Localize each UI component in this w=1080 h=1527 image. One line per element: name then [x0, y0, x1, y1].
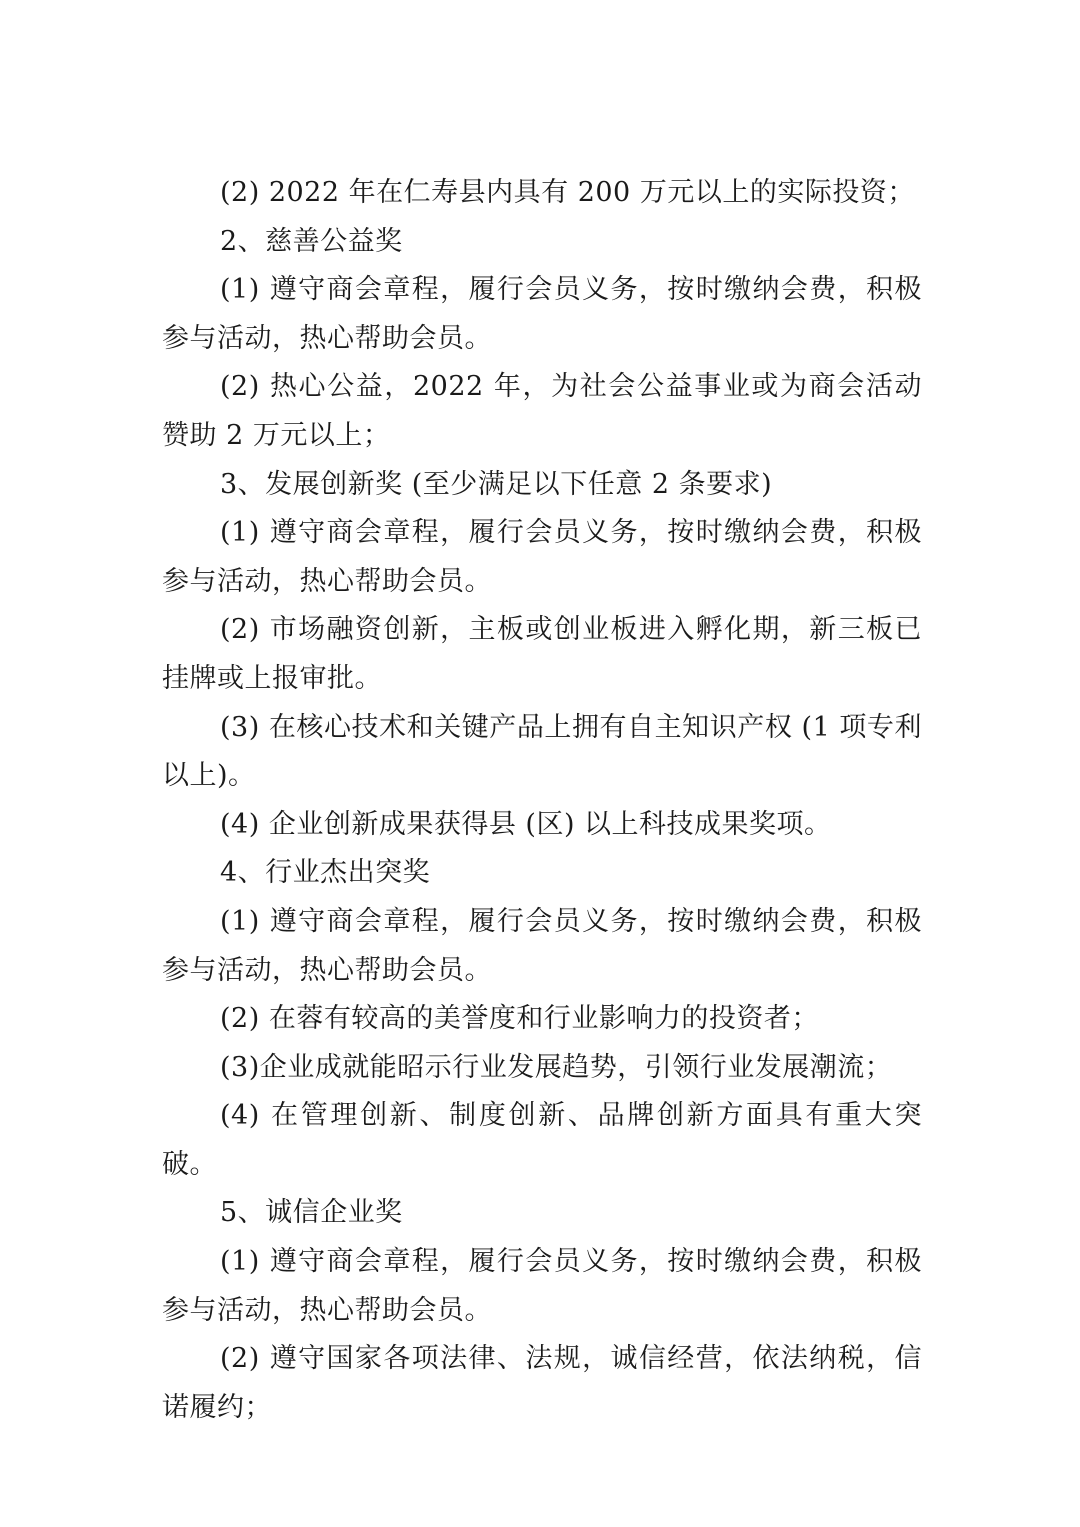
document-body	[162, 169, 922, 1432]
paragraph-industry-criterion-4: (4) 在管理创新、制度创新、品牌创新方面具有重大突破。	[162, 1100, 922, 1180]
paragraph-integrity-criterion-2: (2) 遵守国家各项法律、法规，诚信经营，依法纳税，信诺履约；	[162, 1343, 922, 1423]
section-heading-innovation-award: 3、发展创新奖 (至少满足以下任意 2 条要求)	[220, 468, 773, 500]
paragraph-industry-criterion-1: (1) 遵守商会章程，履行会员义务，按时缴纳会费，积极参与活动，热心帮助会员。	[162, 905, 922, 986]
section-heading-charity-award: 2、慈善公益奖	[220, 225, 403, 257]
paragraph-innovation-criterion-4: (4) 企业创新成果获得县 (区) 以上科技成果奖项。	[220, 808, 832, 840]
paragraph-charity-criterion-2: (2) 热心公益，2022 年，为社会公益事业或为商会活动赞助 2 万元以上；	[162, 371, 922, 451]
paragraph-charity-criterion-1: (1) 遵守商会章程，履行会员义务，按时缴纳会费，积极参与活动，热心帮助会员。	[162, 274, 922, 354]
section-heading-industry-award: 4、行业杰出突奖	[220, 857, 431, 889]
paragraph-innovation-criterion-1: (1) 遵守商会章程，履行会员义务，按时缴纳会费，积极参与活动，热心帮助会员。	[162, 517, 922, 597]
paragraph-industry-criterion-3: (3)企业成就能昭示行业发展趋势，引领行业发展潮流；	[220, 1051, 893, 1083]
paragraph-integrity-criterion-1: (1) 遵守商会章程，履行会员义务，按时缴纳会费，积极参与活动，热心帮助会员。	[162, 1246, 922, 1326]
paragraph-innovation-criterion-2: (2) 市场融资创新，主板或创业板进入孵化期，新三板已挂牌或上报审批。	[162, 614, 922, 694]
paragraph-investment-criterion: (2) 2022 年在仁寿县内具有 200 万元以上的实际投资；	[220, 177, 915, 208]
paragraph-innovation-criterion-3: (3) 在核心技术和关键产品上拥有自主知识产权 (1 项专利以上)。	[162, 711, 922, 792]
paragraph-industry-criterion-2: (2) 在蓉有较高的美誉度和行业影响力的投资者；	[220, 1003, 819, 1035]
section-heading-integrity-award: 5、诚信企业奖	[220, 1197, 403, 1229]
